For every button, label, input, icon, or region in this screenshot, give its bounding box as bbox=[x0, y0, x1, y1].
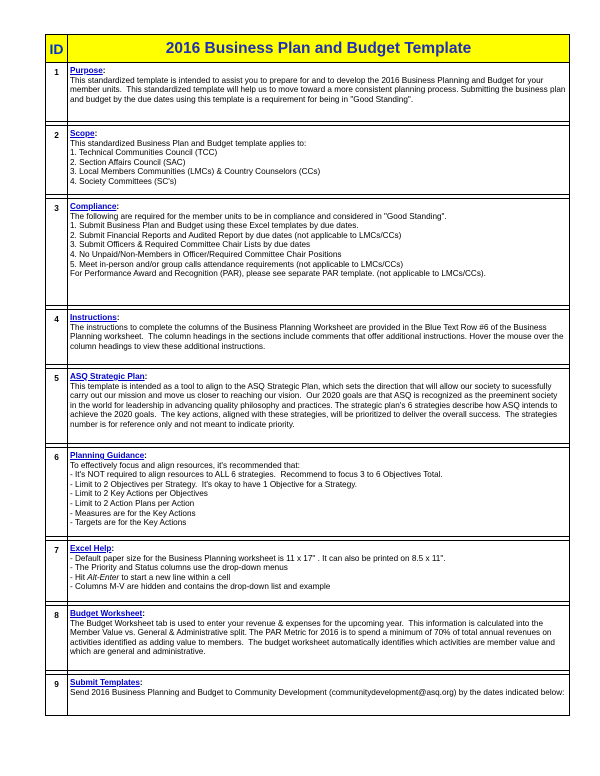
list-item: - Hit Alt-Enter to start a new line within a cell bbox=[70, 572, 231, 582]
section-row-budget-worksheet bbox=[46, 606, 570, 671]
section-content[interactable]: Planning Guidance: To effectively focus and align resources, it's recommended that: - It's NOT required to align resources to ALL 6 strategies. Recommend to focus 3 to 6 Objectives Total. - Limit to 2 Objectives per Strategy. It's okay to have 1 Objective for a Strategy. - Limit to 2 Key Actions per Objectives - Limit to 2 Action Plans per Action - Measures are for the Key Actions - Targets are for the Key Actions bbox=[68, 448, 570, 537]
page-title[interactable]: 2016 Business Plan and Budget Template bbox=[68, 35, 570, 63]
header-row bbox=[46, 35, 570, 63]
section-heading-purpose: Purpose bbox=[70, 66, 103, 75]
section-id[interactable]: 8 bbox=[46, 606, 68, 671]
section-heading-excel-help: Excel Help bbox=[70, 544, 112, 553]
section-content[interactable]: Compliance: The following are required for the member units to be in compliance and considered in "Good Standing". 1. Submit Business Plan and Budget using these Excel templates by due dates. 2. Submit Financial Reports and Audited Report by due dates (not applicable to LMCs/CCs) 3. Submit Officers & Required Committee Chair Lists by due dates 4. No Unpaid/Non-Members in Officer/Required Committee Chair Positions 5. Meet in-person and/or group calls attendance requirements (not applicable to LMCs/CCs) For Performance Award and Recognition (PAR), please see separate PAR template. (not applicable to LMCs/CCs). bbox=[68, 199, 570, 306]
section-text: The Budget Worksheet tab is used to enter your revenue & expenses for the upcoming year. This information is calculated into the Member Value vs. General & Administrative split. The PAR Metric for 2016 is to spend a minimum of 70% of total annual revenues on activities identified as adding value to members. The budget worksheet automatically identifies which activities are member value and which are general and administrative. bbox=[70, 618, 558, 657]
section-heading-scope: Scope bbox=[70, 129, 95, 138]
section-content[interactable]: Purpose: This standardized template is intended to assist you to prepare for and to develop the 2016 Business Planning and Budget for your member units. This standardized template will help us to move toward a more consistent planning process. Submitting the business plan and budget by the due dates using this template is a requirement for being in "Good Standing". bbox=[68, 63, 570, 122]
section-heading-compliance: Compliance bbox=[70, 202, 117, 211]
list-item: 5. Meet in-person and/or group calls attendance requirements (not applicable to LMCs/CCs) bbox=[70, 259, 404, 269]
section-text: This standardized Business Plan and Budget template applies to: bbox=[70, 138, 307, 148]
section-heading-submit-templates: Submit Templates bbox=[70, 678, 140, 687]
id-column-header[interactable]: ID bbox=[46, 35, 68, 63]
list-item: 4. Society Committees (SC's) bbox=[70, 176, 177, 186]
section-row-submit-templates bbox=[46, 675, 570, 716]
section-content[interactable]: Instructions: The instructions to complete the columns of the Business Planning Worksheet are provided in the Blue Text Row #6 of the Business Planning worksheet. The column headings in the sections include comments that offer additional instructions. Hover the mouse over the column headings to view these additional instructions. bbox=[68, 310, 570, 365]
section-id[interactable]: 5 bbox=[46, 369, 68, 444]
section-text: This template is intended as a tool to align to the ASQ Strategic Plan, which sets the direction that will allow our society to sucessfully carry out our mission and move us closer to reaching our vision. Our 2020 goals are that ASQ is recognized as the preeminent society in the world for leadership in advancing quality philosophy and practices. The strategic plan's 6 strategies describe how ASQ intends to achieve the 2020 goals. The key actions, aligned with these strategies, will be prioritized to deliver the overall success. The strategies number is for reference only and not meant to indicate priority. bbox=[70, 381, 560, 429]
list-item: 4. No Unpaid/Non-Members in Officer/Required Committee Chair Positions bbox=[70, 249, 342, 259]
section-heading-strategic-plan: ASQ Strategic Plan bbox=[70, 372, 145, 381]
section-row-compliance bbox=[46, 199, 570, 306]
section-id[interactable]: 9 bbox=[46, 675, 68, 716]
section-text: For Performance Award and Recognition (PAR), please see separate PAR template. (not applicable to LMCs/CCs). bbox=[70, 269, 486, 279]
section-text: The instructions to complete the columns of the Business Planning Worksheet are provided in the Blue Text Row #6 of the Business Planning worksheet. The column headings in the sections include comments that offer additional instructions. Hover the mouse over the column headings to view these additional instructions. bbox=[70, 322, 566, 351]
list-item: - Measures are for the Key Actions bbox=[70, 508, 196, 518]
section-heading-budget-worksheet: Budget Worksheet bbox=[70, 609, 143, 618]
section-id[interactable]: 1 bbox=[46, 63, 68, 122]
section-text: Send 2016 Business Planning and Budget to Community Development (communitydevelopment@asq.org) by the dates indicated below: bbox=[70, 687, 565, 697]
section-row-excel-help bbox=[46, 541, 570, 602]
section-content[interactable]: Scope: This standardized Business Plan and Budget template applies to: 1. Technical Communities Council (TCC) 2. Section Affairs Council (SAC) 3. Local Members Communities (LMCs) & Country Counselors (CCs) 4. Society Committees (SC's) bbox=[68, 126, 570, 195]
list-item: 1. Technical Communities Council (TCC) bbox=[70, 148, 218, 158]
list-item: 3. Submit Officers & Required Committee Chair Lists by due dates bbox=[70, 240, 311, 250]
template-sheet bbox=[45, 34, 570, 716]
section-heading-planning-guidance: Planning Guidance bbox=[70, 451, 145, 460]
list-item: - Targets are for the Key Actions bbox=[70, 518, 187, 528]
section-row-planning-guidance bbox=[46, 448, 570, 537]
section-row-strategic-plan bbox=[46, 369, 570, 444]
section-heading-instructions: Instructions bbox=[70, 313, 117, 322]
section-id[interactable]: 7 bbox=[46, 541, 68, 602]
section-content[interactable]: Excel Help: - Default paper size for the Business Planning worksheet is 11 x 17" . It can also be printed on 8.5 x 11". - The Priority and Status columns use the drop-down menus - Hit Alt-Enter to start a new line within a cell - Columns M-V are hidden and contains the drop-down list and example bbox=[68, 541, 570, 602]
section-row-purpose bbox=[46, 63, 570, 122]
section-id[interactable]: 6 bbox=[46, 448, 68, 537]
list-item: - The Priority and Status columns use the drop-down menus bbox=[70, 563, 288, 573]
section-id[interactable]: 2 bbox=[46, 126, 68, 195]
section-id[interactable]: 3 bbox=[46, 199, 68, 306]
list-item: - Limit to 2 Objectives per Strategy. It's okay to have 1 Objective for a Strategy. bbox=[70, 479, 358, 489]
list-item: 2. Section Affairs Council (SAC) bbox=[70, 157, 186, 167]
section-content[interactable]: ASQ Strategic Plan: This template is intended as a tool to align to the ASQ Strategic Plan, which sets the direction that will allow our society to sucessfully carry out our mission and move us closer to reaching our vision. Our 2020 goals are that ASQ is recognized as the preeminent society in the world for leadership in advancing quality philosophy and practices. The strategic plan's 6 strategies describe how ASQ intends to achieve the 2020 goals. The key actions, aligned with these strategies, will be prioritized to deliver the overall success. The strategies number is for reference only and not meant to indicate priority. bbox=[68, 369, 570, 444]
list-item: - Default paper size for the Business Planning worksheet is 11 x 17" . It can also be printed on 8.5 x 11". bbox=[70, 553, 446, 563]
section-row-scope bbox=[46, 126, 570, 195]
list-item: - Limit to 2 Key Actions per Objectives bbox=[70, 489, 208, 499]
list-item: - Columns M-V are hidden and contains the drop-down list and example bbox=[70, 582, 331, 592]
section-id[interactable]: 4 bbox=[46, 310, 68, 365]
list-item: - It's NOT required to align resources to ALL 6 strategies. Recommend to focus 3 to 6 Objectives Total. bbox=[70, 470, 443, 480]
section-text: The following are required for the member units to be in compliance and considered in "Good Standing". bbox=[70, 211, 447, 221]
list-item: - Limit to 2 Action Plans per Action bbox=[70, 498, 195, 508]
list-item: 1. Submit Business Plan and Budget using these Excel templates by due dates. bbox=[70, 221, 359, 231]
list-item: 3. Local Members Communities (LMCs) & Country Counselors (CCs) bbox=[70, 167, 321, 177]
section-row-instructions bbox=[46, 310, 570, 365]
section-content[interactable]: Budget Worksheet: The Budget Worksheet tab is used to enter your revenue & expenses for the upcoming year. This information is calculated into the Member Value vs. General & Administrative split. The PAR Metric for 2016 is to spend a minimum of 70% of total annual revenues on activities identified as adding value to members. The budget worksheet automatically identifies which activities are member value and which are general and administrative. bbox=[68, 606, 570, 671]
list-item: 2. Submit Financial Reports and Audited Report by due dates (not applicable to LMCs/CCs) bbox=[70, 230, 402, 240]
section-content[interactable]: Submit Templates: Send 2016 Business Planning and Budget to Community Development (communitydevelopment@asq.org) by the dates indicated below: bbox=[68, 675, 570, 716]
section-text: To effectively focus and align resources, it's recommended that: bbox=[70, 460, 300, 470]
section-text: This standardized template is intended to assist you to prepare for and to develop the 2016 Business Planning and Budget for your member units. This standardized template will help us to move toward a more consistent planning process. Submitting the business plan and budget by the due dates using this template is a requirement for being in "Good Standing". bbox=[70, 75, 568, 104]
